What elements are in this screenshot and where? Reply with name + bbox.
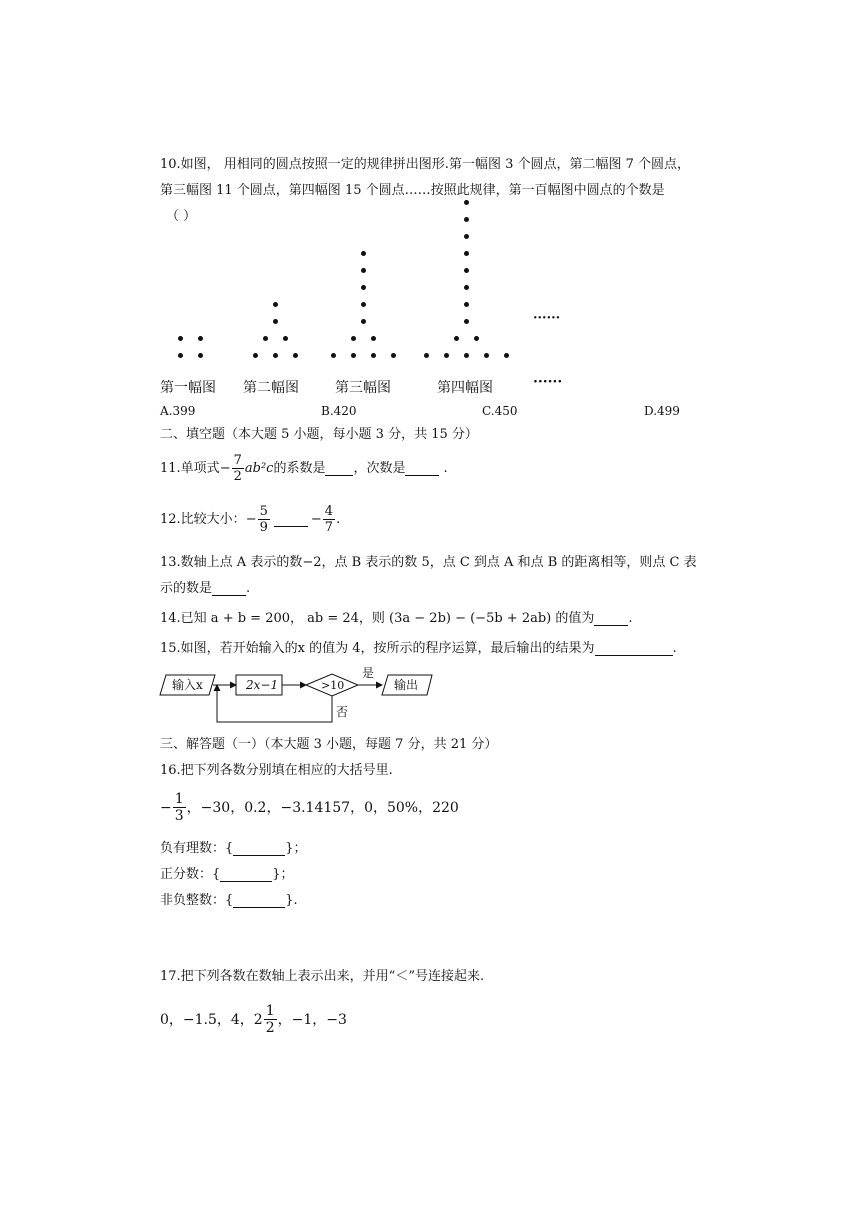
q16-set-positive-fraction-label: 正分数：{	[160, 867, 221, 882]
option-b: B.420	[321, 404, 357, 418]
q14-text: 14.已知 a + b = 200， ab = 24，则 (3a − 2b) − (−5b + 2ab) 的值为	[160, 611, 595, 626]
q12-a-den: 9	[259, 520, 268, 535]
q12-b-num: 4	[324, 504, 334, 519]
q11-den: 2	[233, 469, 242, 484]
q10-line1: 10.如图， 用相同的圆点按照一定的规律拼出图形.第一幅图 3 个圆点，第二幅图 7 个圆点，	[160, 157, 691, 172]
q14-end: .	[628, 611, 633, 626]
q11-term: ab²c	[244, 461, 274, 476]
q16-set-negative-end: }；	[285, 841, 307, 856]
q16-text: 16.把下列各数分别填在相应的大括号里.	[160, 763, 393, 778]
q17-text: 17.把下列各数在数轴上表示出来，并用“＜”号连接起来.	[160, 969, 485, 984]
q12-prefix: 12.比较大小：	[160, 512, 246, 527]
q16-numbers-rest: ，−30，0.2̇，−3.14157，0，50%，220	[186, 799, 459, 816]
flow-output-label: 输出	[394, 678, 419, 692]
q17-part1: 0，−1.5，4，2	[160, 1011, 263, 1028]
q13-line2-prefix: 示的数是	[160, 581, 213, 596]
flow-op-label: 2x−1	[246, 678, 279, 692]
q16-set-positive-fraction	[160, 868, 294, 882]
q16-set-positive-fraction-end: }；	[272, 867, 294, 882]
section2-title: 二、填空题（本大题 5 小题，每小题 3 分，共 15 分）	[160, 427, 478, 442]
q16-set-nonnegative-label: 非负整数：{	[160, 893, 234, 908]
q11-mid: 的系数是	[273, 461, 326, 476]
flow-cond-label: >10	[321, 679, 345, 692]
figure-label-ellipsis: ······	[533, 374, 563, 390]
q17-numbers	[160, 1004, 347, 1035]
q16-blank-positive-fraction[interactable]	[220, 868, 272, 882]
q12-a-sign: −	[245, 512, 257, 527]
q12-end: .	[336, 512, 341, 527]
q16-numbers	[160, 792, 459, 823]
q10-line2: 第三幅图 11 个圆点，第四幅图 15 个圆点……按照此规律，第一百幅图中圆点的个数是	[160, 183, 665, 198]
q16-set-nonnegative-end: }.	[285, 893, 298, 908]
q15-end: .	[672, 641, 677, 656]
q11-neg: −	[219, 461, 231, 476]
q16-first-sign: −	[160, 799, 172, 816]
figure-label-4: 第四幅图	[437, 380, 493, 396]
figure-label-1: 第一幅图	[160, 380, 216, 396]
q15-text: 15.如图，若开始输入的x 的值为 4，按所示的程序运算，最后输出的结果为	[160, 641, 595, 656]
q17-mixed-fraction	[264, 1004, 277, 1035]
q16-first-fraction	[173, 792, 186, 823]
q16-blank-negative[interactable]	[233, 842, 285, 856]
q13-end: .	[246, 581, 251, 596]
q17-mixed-num: 1	[265, 1003, 275, 1019]
figure-ellipsis: ······	[533, 311, 561, 326]
option-d: D.499	[644, 404, 680, 418]
q16-set-nonnegative-integer	[160, 894, 298, 908]
figure-label-2: 第二幅图	[243, 380, 299, 396]
q11-mid2: ，次数是	[353, 461, 406, 476]
q16-blank-nonnegative[interactable]	[233, 894, 285, 908]
q10-answer-paren: （ ）	[166, 209, 197, 224]
q11-end: .	[443, 461, 448, 476]
q12-a-num: 5	[259, 504, 268, 519]
q16-set-negative	[160, 842, 307, 856]
q13-line1: 13.数轴上点 A 表示的数−2，点 B 表示的数 5，点 C 到点 A 和点 B 的距离相等，则点 C 表	[160, 555, 697, 570]
q12-b-sign: −	[310, 512, 322, 527]
flow-no-label: 否	[336, 705, 349, 719]
q16-first-den: 3	[174, 808, 184, 824]
figure-label-3: 第三幅图	[335, 380, 391, 396]
q12-b-den: 7	[324, 520, 334, 535]
q17-mixed-den: 2	[265, 1020, 275, 1036]
q17-part2: ，−1，−3	[277, 1011, 347, 1028]
q11-num: 7	[233, 453, 242, 468]
flow-input-label: 输入x	[172, 678, 203, 692]
q16-set-negative-label: 负有理数：{	[160, 841, 234, 856]
option-c: C.450	[482, 404, 518, 418]
flow-yes-label: 是	[362, 666, 375, 680]
q11-prefix: 11.单项式	[160, 461, 220, 476]
q16-first-num: 1	[174, 791, 184, 807]
section3-title: 三、解答题（一）（本大题 3 小题，每题 7 分，共 21 分）	[160, 737, 498, 752]
option-a: A.399	[160, 404, 196, 418]
